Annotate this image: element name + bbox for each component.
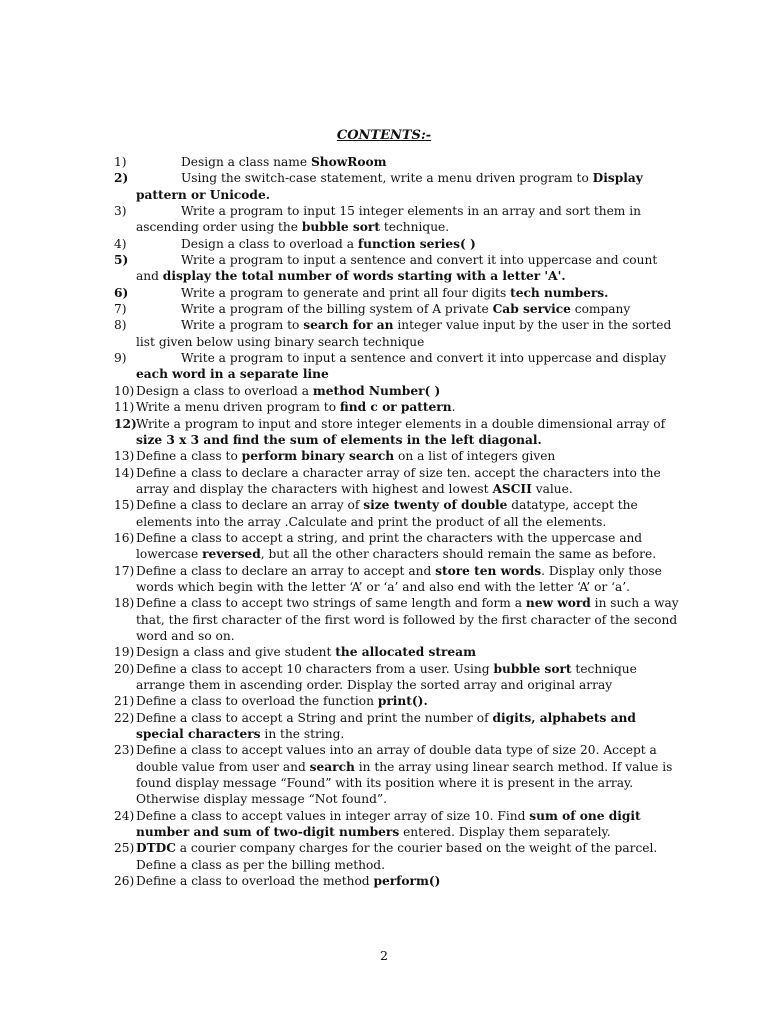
item-text-run: technique. xyxy=(379,220,450,235)
contents-item xyxy=(114,448,680,464)
item-text-bold: new word xyxy=(525,596,591,611)
item-text xyxy=(114,301,680,317)
contents-item xyxy=(114,873,680,889)
item-number: 13) xyxy=(114,449,135,464)
item-text-run: Define a class to declare an array of xyxy=(136,498,364,513)
item-text-bold: Cab service xyxy=(492,302,571,317)
item-text xyxy=(114,170,680,203)
item-number: 8) xyxy=(114,318,127,333)
page-number: 2 xyxy=(380,948,388,963)
item-text-bold: print(). xyxy=(377,694,428,709)
item-text-run: Define a class to accept a String and print the number of xyxy=(136,710,493,725)
item-text-run: Write a program to input a sentence and convert it into uppercase and count and xyxy=(136,253,658,284)
item-number: 17) xyxy=(114,563,135,578)
item-number: 9) xyxy=(114,351,127,366)
item-text-bold: find c or pattern xyxy=(339,400,452,415)
contents-list xyxy=(114,154,680,889)
item-number: 26) xyxy=(114,874,135,889)
item-text-run: Write a program to input a sentence and convert it into uppercase and display xyxy=(181,351,667,366)
contents-item xyxy=(114,252,680,285)
item-text xyxy=(114,383,680,399)
item-text-run: Define a class to accept 10 characters from a user. Using xyxy=(136,661,494,676)
item-text-run: . Display only those words which begin with the letter ‘A’ or ‘a’ and also end with the letter ‘A’ or ‘a’. xyxy=(136,563,662,594)
item-text-run: Design a class and give student xyxy=(136,645,336,660)
item-text xyxy=(114,644,680,660)
item-text-run: Write a program to input 15 integer elements in an array and sort them in ascending order using the xyxy=(136,204,641,235)
item-text xyxy=(114,350,680,383)
item-text-run: Design a class to overload a xyxy=(181,236,358,251)
item-number: 12) xyxy=(114,416,137,431)
item-text-bold: method Number( ) xyxy=(312,383,441,398)
item-text-bold: search xyxy=(309,759,355,774)
contents-item xyxy=(114,693,680,709)
item-text-bold: ASCII xyxy=(492,481,532,496)
contents-item xyxy=(114,285,680,301)
item-number: 1) xyxy=(114,155,127,169)
item-text-run: . xyxy=(451,400,456,415)
item-text xyxy=(114,693,680,709)
item-text-run: Define a class to xyxy=(136,449,242,464)
contents-item xyxy=(114,154,680,170)
item-text xyxy=(114,661,680,694)
item-text-run: on a list of integers given xyxy=(394,449,556,464)
contents-item xyxy=(114,203,680,236)
item-text xyxy=(114,154,680,170)
item-text-run: Define a class to accept two strings of same length and form a xyxy=(136,596,526,611)
item-number: 3) xyxy=(114,204,127,219)
contents-item xyxy=(114,661,680,694)
item-text-bold: function series( ) xyxy=(357,236,476,251)
item-number: 11) xyxy=(114,400,135,415)
item-text-bold: bubble sort xyxy=(301,220,380,235)
item-text xyxy=(114,873,680,889)
item-text-run: datatype, accept the elements into the array .Calculate and print the product of all the elements. xyxy=(136,498,638,529)
item-number: 14) xyxy=(114,465,135,480)
item-text xyxy=(114,448,680,464)
contents-item xyxy=(114,317,680,350)
item-number: 22) xyxy=(114,710,135,725)
item-number: 20) xyxy=(114,661,135,676)
item-text-bold: search for an xyxy=(303,318,394,333)
item-number: 16) xyxy=(114,530,135,545)
item-text-run: Write a program to input and store integer elements in a double dimensional array of xyxy=(136,416,666,431)
item-number: 4) xyxy=(114,236,127,251)
contents-item xyxy=(114,710,680,743)
item-text-run: integer value input by the user in the sorted list given below using binary search technique xyxy=(136,318,672,349)
contents-item xyxy=(114,416,680,449)
item-text-run: in such a way that, the first character of the first word is followed by the first character of the second word and so on. xyxy=(136,596,679,643)
item-text-run: Write a program to generate and print all four digits xyxy=(181,285,511,300)
item-text-run: entered. Display them separately. xyxy=(399,825,611,840)
item-text-run: Define a class to accept values in integer array of size 10. Find xyxy=(136,808,530,823)
item-text-run: value. xyxy=(531,481,573,496)
item-text xyxy=(114,808,680,841)
contents-item xyxy=(114,530,680,563)
item-text-run: company xyxy=(570,302,631,317)
contents-item xyxy=(114,170,680,203)
item-text-run: Write a program to xyxy=(181,318,304,333)
contents-item xyxy=(114,808,680,841)
item-text xyxy=(114,563,680,596)
contents-item xyxy=(114,465,680,498)
item-text-bold: size 3 x 3 and find the sum of elements in the left diagonal. xyxy=(136,432,542,447)
item-text-run: Define a class to declare a character array of size ten. accept the characters into the array and display the characters with highest and lowest xyxy=(136,465,661,496)
item-text-run: Design a class to overload a xyxy=(136,383,313,398)
item-text xyxy=(114,530,680,563)
item-text-run: technique arrange them in ascending order. Display the sorted array and original array xyxy=(136,661,637,692)
contents-item xyxy=(114,595,680,644)
contents-item xyxy=(114,742,680,807)
item-text-run: Define a class to accept a string, and print the characters with the uppercase and lowercase xyxy=(136,530,643,562)
item-number: 15) xyxy=(114,498,135,513)
item-text-run: Define a class to declare an array to accept and xyxy=(136,563,436,578)
item-text-bold: perform() xyxy=(373,874,441,889)
item-text-run: Write a program of the billing system of A private xyxy=(181,302,493,317)
item-text xyxy=(114,285,680,301)
item-text-bold: tech numbers. xyxy=(510,285,609,300)
item-text-run: Write a menu driven program to xyxy=(136,400,340,415)
item-text-bold: each word in a separate line xyxy=(136,367,329,382)
item-text-bold: Display pattern or Unicode. xyxy=(136,171,643,202)
item-text-bold: store ten words xyxy=(435,563,542,578)
item-number: 10) xyxy=(114,383,135,398)
item-text-run: in the string. xyxy=(260,727,345,742)
item-text-bold: digits, alphabets and special characters xyxy=(136,710,636,742)
item-number: 24) xyxy=(114,808,135,823)
item-text-bold: sum of one digit number and sum of two-digit numbers xyxy=(136,808,641,840)
item-text-bold: reversed xyxy=(202,547,261,562)
item-text xyxy=(114,203,680,236)
contents-item xyxy=(114,497,680,530)
item-text-run: in the array using linear search method. If value is found display message “Found” with its position where it is present in the array. Otherwise display message “Not found”. xyxy=(136,759,673,807)
item-text-bold: size twenty of double xyxy=(363,498,508,513)
item-text-run: a courier company charges for the courier based on the weight of the parcel. Define a class as per the billing method. xyxy=(136,841,658,872)
contents-item xyxy=(114,350,680,383)
item-text-bold: display the total number of words starting with a letter 'A'. xyxy=(162,269,566,284)
item-text-bold: the allocated stream xyxy=(335,645,476,660)
item-number: 25) xyxy=(114,841,135,856)
item-text xyxy=(114,416,680,449)
item-number: 19) xyxy=(114,645,135,660)
page-title: CONTENTS:- xyxy=(336,128,432,143)
item-text-bold: bubble sort xyxy=(493,661,572,676)
contents-item xyxy=(114,399,680,415)
item-text xyxy=(114,710,680,743)
contents-item xyxy=(114,644,680,660)
item-number: 6) xyxy=(114,285,129,300)
item-number: 7) xyxy=(114,302,127,317)
contents-item xyxy=(114,383,680,399)
item-number: 2) xyxy=(114,171,129,186)
item-text-run: Using the switch-case statement, write a menu driven program to xyxy=(181,171,593,186)
item-number: 21) xyxy=(114,694,135,709)
item-text-bold: ShowRoom xyxy=(310,155,387,169)
item-number: 23) xyxy=(114,743,135,758)
contents-item xyxy=(114,840,680,873)
item-text-run: Design a class name xyxy=(181,155,311,169)
item-text-run: Define a class to accept values into an array of double data type of size 20. Accept a double value from user and xyxy=(136,743,657,774)
item-text xyxy=(114,742,680,807)
item-number: 18) xyxy=(114,596,135,611)
item-text-bold: perform binary search xyxy=(241,449,395,464)
item-text-run: Define a class to overload the function xyxy=(136,694,378,709)
item-number: 5) xyxy=(114,253,129,268)
item-text-run: Define a class to overload the method xyxy=(136,874,374,889)
item-text xyxy=(114,497,680,530)
item-text xyxy=(114,465,680,498)
item-text-bold: DTDC xyxy=(136,841,176,856)
item-text xyxy=(114,840,680,873)
item-text xyxy=(114,236,680,252)
contents-item xyxy=(114,236,680,252)
item-text xyxy=(114,595,680,644)
item-text xyxy=(114,252,680,285)
item-text xyxy=(114,317,680,350)
contents-item xyxy=(114,563,680,596)
item-text xyxy=(114,399,680,415)
item-text-run: , but all the other characters should remain the same as before. xyxy=(260,547,657,562)
contents-item xyxy=(114,301,680,317)
